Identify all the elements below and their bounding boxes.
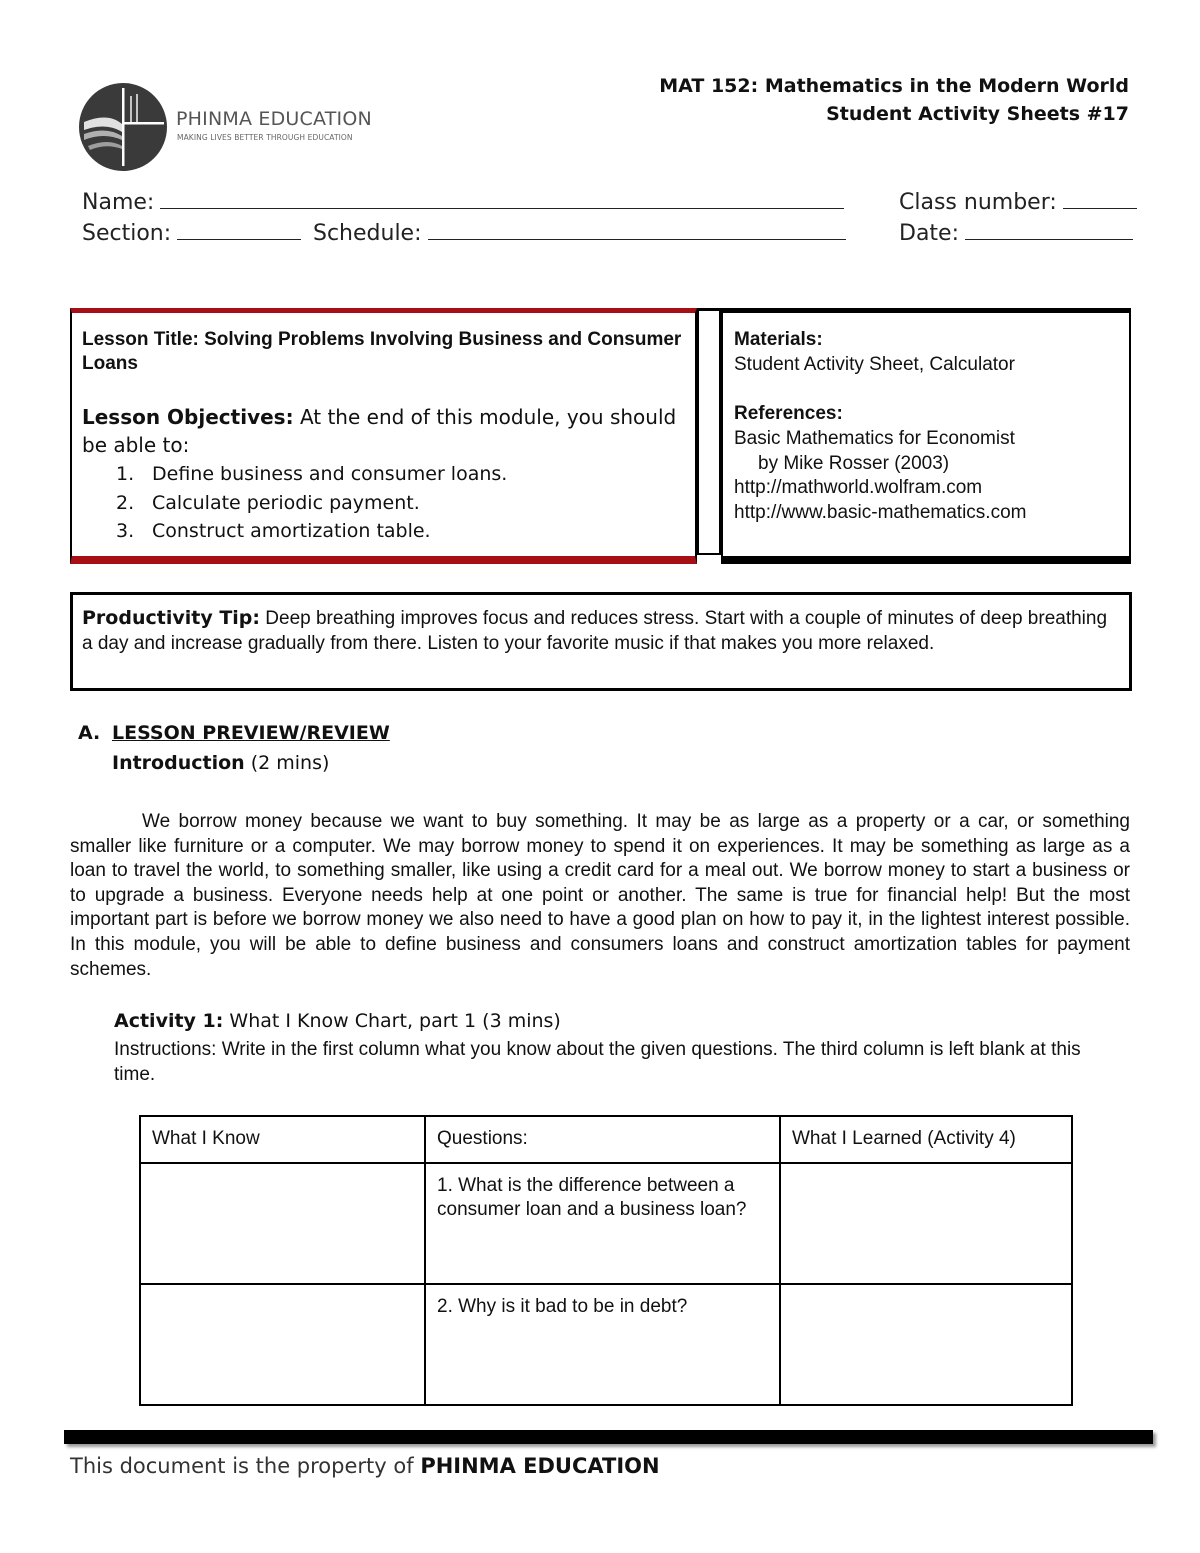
schedule-blank[interactable] <box>428 217 846 240</box>
class-number-field[interactable] <box>899 186 1137 215</box>
lesson-title: Lesson Title: Solving Problems Involving Business and Consumer Loans <box>82 329 682 374</box>
know-cell[interactable] <box>140 1284 425 1405</box>
schedule-label: Schedule: <box>313 221 422 246</box>
list-item: 2. Calculate periodic payment. <box>116 491 420 514</box>
section-letter: A. <box>78 722 101 744</box>
list-item: 3. Construct amortization table. <box>116 520 431 542</box>
intro-label: Introduction <box>112 752 245 774</box>
activity-instructions: Instructions: Write in the first column what you know about the given questions. The third column is left blank at this time. <box>114 1039 1081 1085</box>
intro-time: (2 mins) <box>250 752 330 774</box>
logo-tagline: MAKING LIVES BETTER THROUGH EDUCATION <box>177 133 353 142</box>
course-header <box>659 72 1129 128</box>
table-row <box>140 1284 1072 1405</box>
materials-content <box>734 328 1124 526</box>
activity-heading <box>114 1010 561 1032</box>
course-title: MAT 152: Mathematics in the Modern World <box>659 75 1129 97</box>
footer-text <box>70 1454 660 1478</box>
reference-item: Basic Mathematics for Economist <box>734 427 1015 449</box>
footer-owner: PHINMA EDUCATION <box>420 1454 660 1478</box>
footer-prefix: This document is the property of <box>70 1454 414 1478</box>
reference-link[interactable]: http://www.basic-mathematics.com <box>734 501 1027 523</box>
objectives-intro: At the end of this module, you should be able to: <box>82 405 677 457</box>
question-cell: 2. Why is it bad to be in debt? <box>425 1284 780 1405</box>
learned-cell[interactable] <box>780 1284 1072 1405</box>
reference-link[interactable]: http://mathworld.wolfram.com <box>734 477 983 499</box>
section-field[interactable] <box>82 217 301 246</box>
activity-title: What I Know Chart, part 1 (3 mins) <box>229 1010 561 1032</box>
footer-bar <box>64 1430 1153 1444</box>
reference-item: by Mike Rosser (2003) <box>758 452 950 474</box>
objectives-list <box>116 460 507 546</box>
activity-label: Activity 1: <box>114 1010 224 1032</box>
date-label: Date: <box>899 221 959 246</box>
section-blank[interactable] <box>177 217 301 240</box>
date-field[interactable] <box>899 217 1133 246</box>
know-cell[interactable] <box>140 1163 425 1284</box>
class-number-label: Class number: <box>899 190 1057 215</box>
schedule-field[interactable] <box>313 217 846 246</box>
tip-label: Productivity Tip: <box>82 607 260 629</box>
kwl-chart-table <box>139 1115 1073 1406</box>
sheet-number: Student Activity Sheets #17 <box>826 103 1129 125</box>
table-row <box>140 1163 1072 1284</box>
column-header: What I Learned (Activity 4) <box>780 1116 1072 1163</box>
column-header: What I Know <box>140 1116 425 1163</box>
table-header-row <box>140 1116 1072 1163</box>
intro-paragraph: We borrow money because we want to buy something. It may be as large as a property or a car, or something smaller like furniture or a computer. We may borrow money to spend it on experiences. It may be something as large as a loan to travel the world, to something smaller, like using a credit card for a meal out. We borrow money to start a business or to upgrade a business. Everyone needs help at one point or another. The same is true for financial help! But the most important part is before we borrow money we also need to have a good plan on how to pay it, in the lightest interest possible. In this module, you will be able to define business and consumers loans and construct amortization tables for payment schemes. <box>70 811 1130 980</box>
materials-text: Student Activity Sheet, Calculator <box>734 353 1015 375</box>
learned-cell[interactable] <box>780 1163 1072 1284</box>
tip-text: Deep breathing improves focus and reduces stress. Start with a couple of minutes of deep breathing a day and increase gradually from there. Listen to your favorite music if that makes you more relaxed. <box>82 608 1108 654</box>
name-field[interactable] <box>82 186 844 215</box>
references-label: References: <box>734 403 843 425</box>
phinma-logo-icon <box>78 82 168 172</box>
productivity-tip <box>82 606 1122 656</box>
section-heading <box>78 722 390 744</box>
class-number-blank[interactable] <box>1063 186 1137 209</box>
question-cell: 1. What is the difference between a consumer loan and a business loan? <box>425 1163 780 1284</box>
logo-name: PHINMA EDUCATION <box>176 108 372 130</box>
date-blank[interactable] <box>965 217 1133 240</box>
section-label: Section: <box>82 221 172 246</box>
objectives-label: Lesson Objectives: <box>82 405 294 429</box>
materials-label: Materials: <box>734 329 823 350</box>
name-blank[interactable] <box>160 186 844 209</box>
lesson-objectives <box>82 403 687 459</box>
list-item: 1. Define business and consumer loans. <box>116 463 508 485</box>
section-title: LESSON PREVIEW/REVIEW <box>112 722 390 744</box>
box-divider <box>697 308 721 555</box>
name-label: Name: <box>82 190 155 215</box>
introduction-heading <box>112 752 329 774</box>
column-header: Questions: <box>425 1116 780 1163</box>
